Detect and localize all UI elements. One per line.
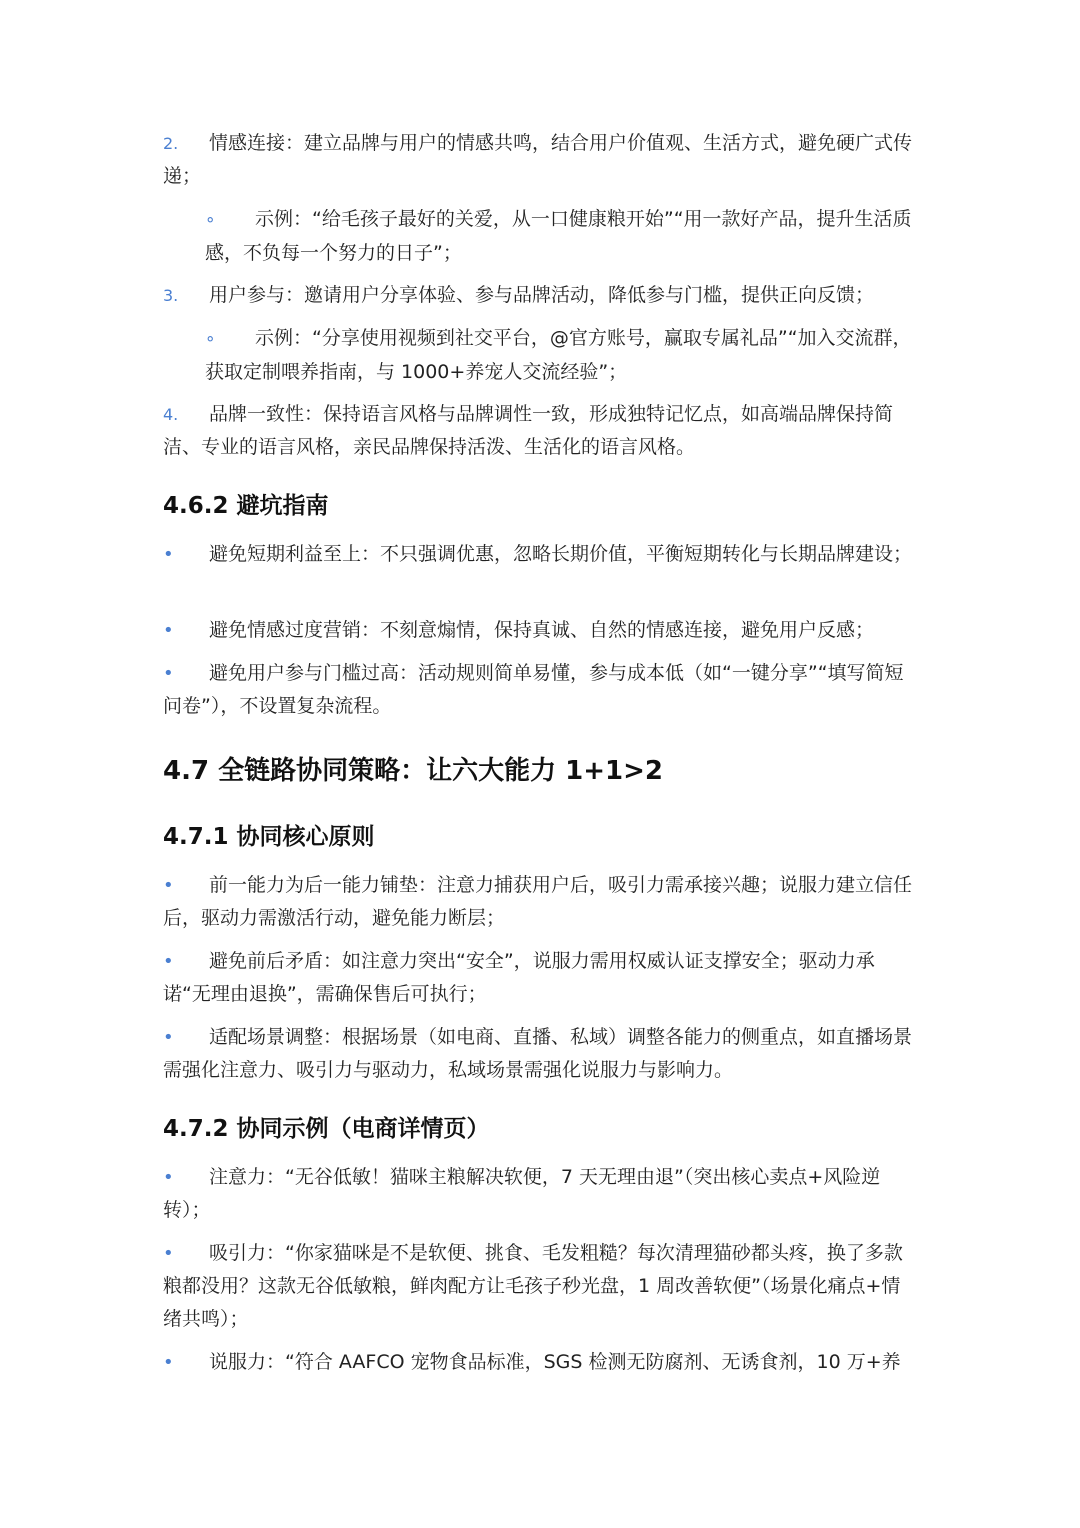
- bullet-icon: •: [163, 875, 174, 896]
- list-number: 3.: [163, 286, 179, 305]
- sub-item-example-2: [205, 322, 917, 389]
- bullet-item: [163, 869, 915, 935]
- list-item-text: 吸引力：“你家猫咪是不是软便、挑食、毛发粗糙？每次清理猫砂都头疼，换了多款粮都没用？这款无谷低敏粮，鲜肉配方让毛孩子秒光盘，1 周改善软便”（场景化痛点+情绪共鸣）；: [163, 1242, 903, 1330]
- circle-bullet-icon: ∘: [205, 329, 216, 349]
- list-item-text: 避免情感过度营销：不刻意煽情，保持真诚、自然的情感连接，避免用户反感；: [209, 619, 875, 641]
- bullet-icon: •: [163, 544, 174, 565]
- heading-4-7-2: 4.7.2 协同示例（电商详情页）: [163, 1116, 490, 1142]
- list-item-text: 示例：“给毛孩子最好的关爱，从一口健康粮开始”“用一款好产品，提升生活质感，不负每一个努力的日子”；: [205, 208, 912, 264]
- bullet-icon: •: [163, 1027, 174, 1048]
- bullet-icon: •: [163, 1167, 174, 1188]
- bullet-icon: •: [163, 663, 174, 684]
- list-item-text: 品牌一致性：保持语言风格与品牌调性一致，形成独特记忆点，如高端品牌保持简洁、专业的语言风格，亲民品牌保持活泼、生活化的语言风格。: [163, 403, 894, 458]
- list-item-text: 避免前后矛盾：如注意力突出“安全”，说服力需用权威认证支撑安全；驱动力承诺“无理由退换”，需确保售后可执行；: [163, 950, 875, 1005]
- list-item-text: 适配场景调整：根据场景（如电商、直播、私域）调整各能力的侧重点，如直播场景需强化注意力、吸引力与驱动力，私域场景需强化说服力与影响力。: [163, 1026, 913, 1081]
- bullet-item: [163, 1237, 915, 1336]
- bullet-item: [163, 1021, 915, 1087]
- list-number: 2.: [163, 134, 179, 153]
- bullet-item: [163, 657, 915, 723]
- bullet-icon: •: [163, 620, 174, 641]
- heading-4-7-1: 4.7.1 协同核心原则: [163, 824, 375, 850]
- numbered-item-4: [163, 398, 915, 464]
- circle-bullet-icon: ∘: [205, 210, 216, 230]
- list-item-text: 示例：“分享使用视频到社交平台，@官方账号，赢取专属礼品”“加入交流群，获取定制喂养指南，与 1000+养宠人交流经验”；: [205, 327, 912, 383]
- list-item-text: 说服力：“符合 AAFCO 宠物食品标准，SGS 检测无防腐剂、无诱食剂，10 万+养: [209, 1351, 901, 1373]
- bullet-icon: •: [163, 1243, 174, 1264]
- bullet-item: [163, 1346, 915, 1379]
- heading-4-6-2: 4.6.2 避坑指南: [163, 493, 329, 519]
- heading-4-7: 4.7 全链路协同策略：让六大能力 1+1>2: [163, 756, 664, 786]
- bullet-item: [163, 614, 915, 647]
- list-number: 4.: [163, 405, 179, 424]
- list-item-text: 避免短期利益至上：不只强调优惠，忽略长期价值，平衡短期转化与长期品牌建设；: [209, 543, 913, 565]
- numbered-item-2: [163, 127, 915, 193]
- bullet-item: [163, 1161, 915, 1227]
- numbered-item-3: [163, 279, 915, 312]
- sub-item-example-1: [205, 203, 917, 270]
- list-item-text: 避免用户参与门槛过高：活动规则简单易懂，参与成本低（如“一键分享”“填写简短问卷”），不设置复杂流程。: [163, 662, 904, 717]
- list-item-text: 用户参与：邀请用户分享体验、参与品牌活动，降低参与门槛，提供正向反馈；: [209, 284, 875, 306]
- list-item-text: 前一能力为后一能力铺垫：注意力捕获用户后，吸引力需承接兴趣；说服力建立信任后，驱动力需激活行动，避免能力断层；: [163, 874, 913, 929]
- list-item-text: 情感连接：建立品牌与用户的情感共鸣，结合用户价值观、生活方式，避免硬广式传递；: [163, 132, 913, 187]
- bullet-item: [163, 945, 915, 1011]
- bullet-icon: •: [163, 951, 174, 972]
- bullet-item: [163, 538, 915, 571]
- list-item-text: 注意力：“无谷低敏！猫咪主粮解决软便，7 天无理由退”（突出核心卖点+风险逆转）；: [163, 1166, 881, 1221]
- bullet-icon: •: [163, 1352, 174, 1373]
